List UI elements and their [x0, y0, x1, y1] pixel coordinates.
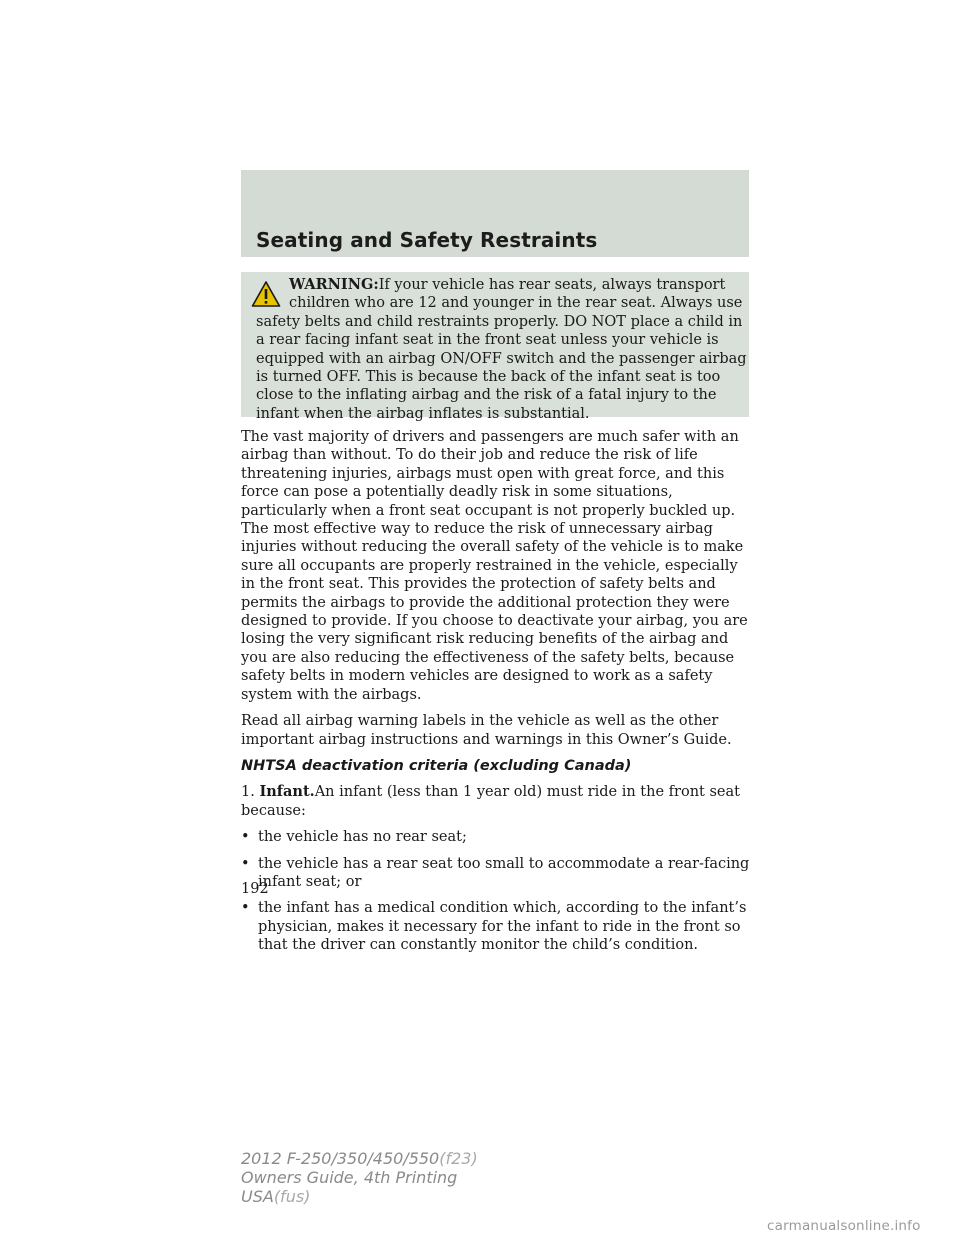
subheading-nhtsa: NHTSA deactivation criteria (excluding Canada) — [241, 757, 632, 774]
numbered-item-infant: 1. Infant.An infant (less than 1 year old) must ride in the front seat because: — [241, 783, 740, 819]
list-item: • the infant has a medical condition which, according to the infant’s physician, makes it necessary for the infant to ride in the front so that the driver can constantly monitor the child’s condition. — [241, 900, 747, 954]
page-number: 192 — [241, 881, 269, 897]
footer-print-info: 2012 F-250/350/450/550(f23) Owners Guide, 4th Printing USA(fus) — [241, 1149, 478, 1206]
body-content — [241, 428, 756, 963]
warning-label: WARNING: — [289, 276, 379, 293]
watermark: carmanualsonline.info — [767, 1218, 921, 1234]
warning-text: WARNING:If your vehicle has rear seats, always transport children who are 12 and younger in the rear seat. Always use safety belts and child restraints properly. DO NOT place a child in a rear facing infant seat in the front seat unless your vehicle is equipped with an airbag ON/OFF switch and the passenger airbag is turned OFF. This is because the back of the infant seat is too close to the inflating airbag and the risk of a fatal injury to the infant when the airbag inflates is substantial. — [256, 276, 747, 422]
paragraph-read-labels: Read all airbag warning labels in the vehicle as well as the other important airbag instructions and warnings in this Owner’s Guide. — [241, 713, 732, 748]
section-title: Seating and Safety Restraints — [256, 228, 598, 252]
list-item: • the vehicle has a rear seat too small to accommodate a rear-facing infant seat; or — [241, 855, 750, 890]
infant-label: Infant. — [259, 783, 315, 801]
list-item: • the vehicle has no rear seat; — [241, 829, 467, 846]
paragraph-airbag-safety: The vast majority of drivers and passengers are much safer with an airbag than without. To do their job and reduce the risk of life threatening injuries, airbags must open with great force, and this force can pose a potentially deadly risk in some situations, particularly when a front seat occupant is not properly buckled up. The most effective way to reduce the risk of unnecessary airbag injuries without reducing the overall safety of the vehicle is to make sure all occupants are properly restrained in the vehicle, especially in the front seat. This provides the protection of safety belts and permits the airbags to provide the additional protection they were designed to provide. If you choose to deactivate your airbag, you are losing the very significant risk reducing benefits of the airbag and you are also reducing the effectiveness of the safety belts, because safety belts in modern vehicles are designed to work as a safety system with the airbags. — [241, 429, 748, 703]
